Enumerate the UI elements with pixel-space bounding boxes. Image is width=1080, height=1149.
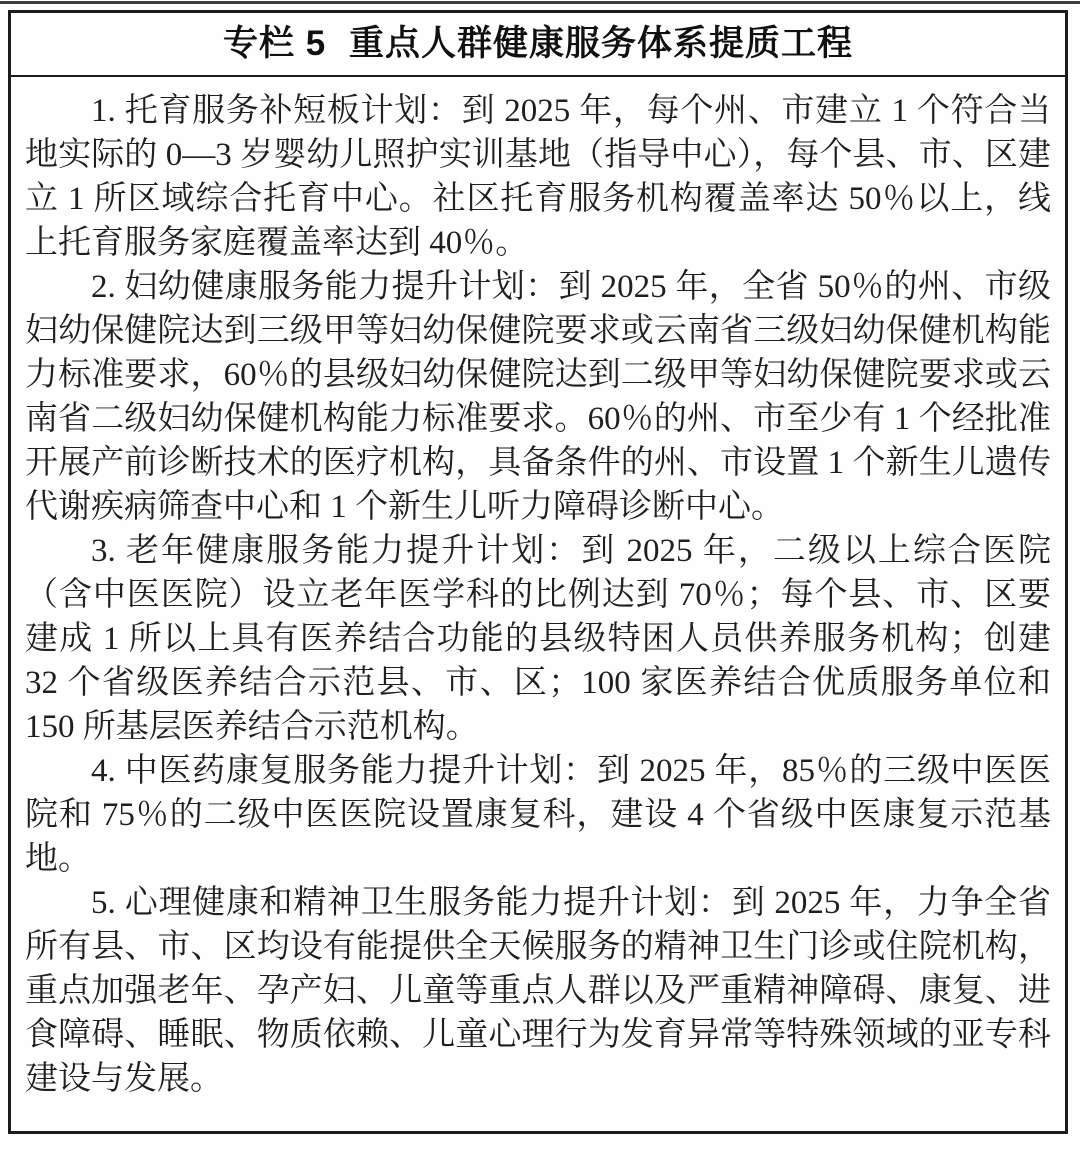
paragraph-tcm-rehab-plan: 4. 中医药康复服务能力提升计划：到 2025 年，85％的三级中医医院和 75％的二级中医医院设置康复科，建设 4 个省级中医康复示范基地。	[25, 753, 1052, 877]
panel-body	[11, 77, 1065, 1101]
paragraph-mental-health-plan: 5. 心理健康和精神卫生服务能力提升计划：到 2025 年，力争全省所有县、市、区均设有能提供全天候服务的精神卫生门诊或住院机构，重点加强老年、孕产妇、儿童等重点人群以及严重精神障碍、康复、进食障碍、睡眠、物质依赖、儿童心理行为发育异常等特殊领域的亚专科建设与发展。	[25, 885, 1051, 1097]
panel-title: 重点人群健康服务体系提质工程	[348, 24, 853, 63]
paragraph-elderly-health-plan: 3. 老年健康服务能力提升计划：到 2025 年，二级以上综合医院（含中医医院）设立老年医学科的比例达到 70％；每个县、市、区要建成 1 所以上具有医养结合功能的县级特困人员供养服务机构；创建 32 个省级医养结合示范县、市、区；100 家医养结合优质服务单位和 150 所基层医养结合示范机构。	[25, 533, 1051, 745]
column-panel	[8, 10, 1068, 1134]
panel-label: 专栏 5	[223, 24, 327, 63]
panel-header	[11, 13, 1065, 77]
top-divider-line	[0, 1, 1080, 4]
paragraph-maternal-child-health-plan: 2. 妇幼健康服务能力提升计划：到 2025 年，全省 50％的州、市级妇幼保健院达到三级甲等妇幼保健院要求或云南省三级妇幼保健机构能力标准要求，60％的县级妇幼保健院达到二级甲等妇幼保健院要求或云南省二级妇幼保健机构能力标准要求。60％的州、市至少有 1 个经批准开展产前诊断技术的医疗机构，具备条件的州、市设置 1 个新生儿遗传代谢疾病筛查中心和 1 个新生儿听力障碍诊断中心。	[25, 269, 1051, 525]
paragraph-childcare-plan: 1. 托育服务补短板计划：到 2025 年，每个州、市建立 1 个符合当地实际的 0—3 岁婴幼儿照护实训基地（指导中心），每个县、市、区建立 1 所区域综合托育中心。社区托育服务机构覆盖率达 50％以上，线上托育服务家庭覆盖率达到 40％。	[25, 93, 1051, 261]
